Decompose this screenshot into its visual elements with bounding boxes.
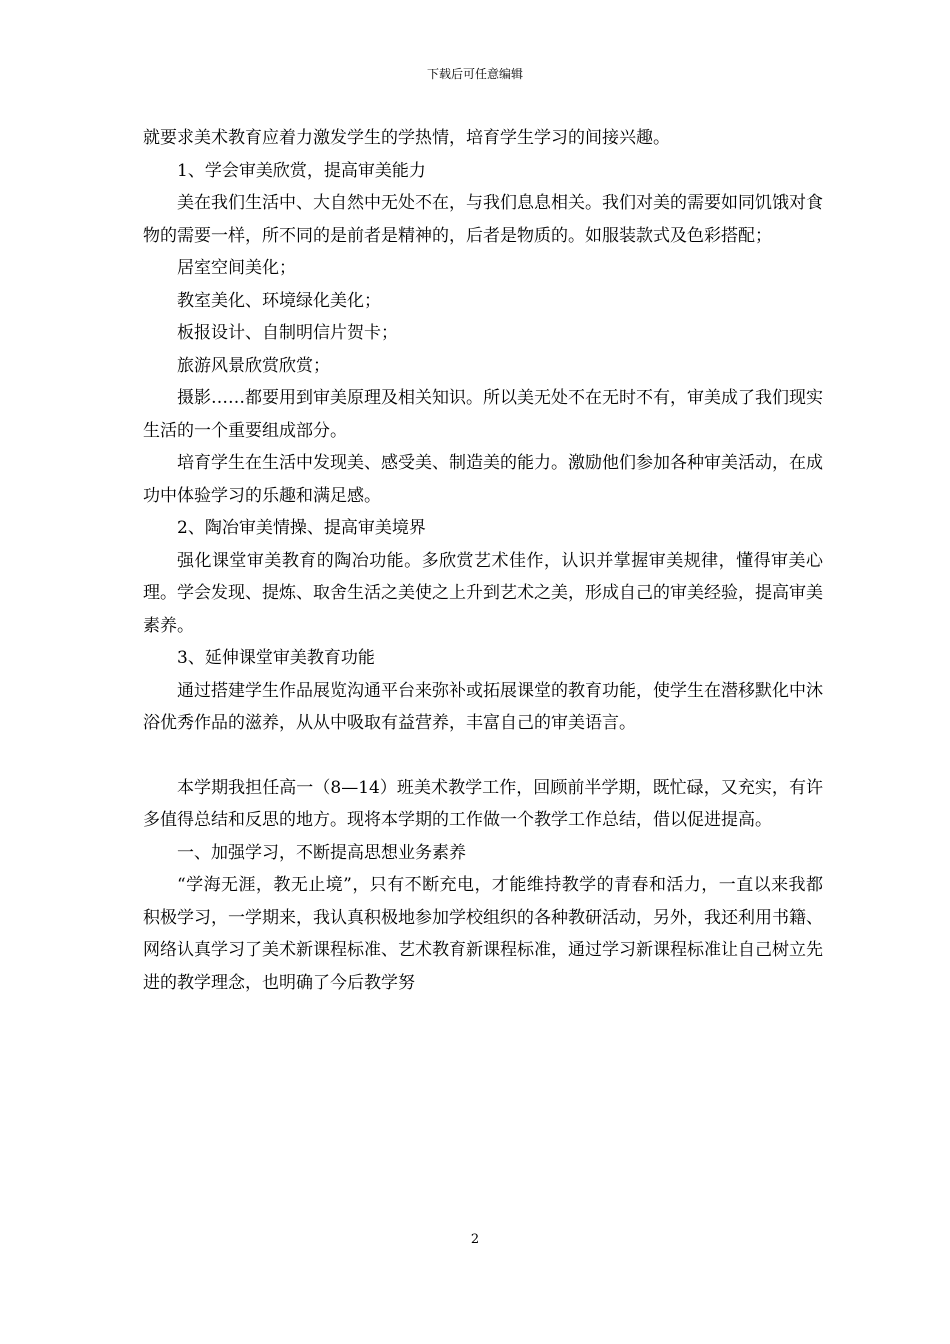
paragraph: 培育学生在生活中发现美、感受美、制造美的能力。激励他们参加各种审美活动，在成功中体验学习的乐趣和满足感。 xyxy=(143,453,823,506)
page-header: 下载后可任意编辑 xyxy=(426,67,523,81)
section-heading-2: 2、陶冶审美情操、提高审美境界 xyxy=(177,518,426,538)
section-heading-one: 一、加强学习，不断提高思想业务素养 xyxy=(177,842,466,863)
paragraph: 旅游风景欣赏欣赏； xyxy=(177,355,330,376)
paragraph-continuation: 就要求美术教育应着力激发学生的学热情，培育学生学习的间接兴趣。 xyxy=(143,128,670,148)
paragraph: 教室美化、环境绿化美化； xyxy=(177,290,381,311)
document-body xyxy=(143,122,823,999)
paragraph: 板报设计、自制明信片贺卡； xyxy=(177,323,398,343)
section-gap xyxy=(143,740,823,772)
paragraph: 本学期我担任高一（8—14）班美术教学工作，回顾前半学期，既忙碌，又充实，有许多值得总结和反思的地方。现将本学期的工作做一个教学工作总结，借以促进提高。 xyxy=(143,777,823,830)
paragraph: 强化课堂审美教育的陶冶功能。多欣赏艺术佳作，认识并掌握审美规律，懂得审美心理。学会发现、提炼、取舍生活之美使之上升到艺术之美，形成自己的审美经验，提高审美素养。 xyxy=(143,550,823,636)
section-heading-1: 1、学会审美欣赏，提高审美能力 xyxy=(177,160,426,181)
paragraph: 摄影……都要用到审美原理及相关知识。所以美无处不在无时不有，审美成了我们现实生活的一个重要组成部分。 xyxy=(143,388,823,441)
paragraph: 通过搭建学生作品展览沟通平台来弥补或拓展课堂的教育功能，使学生在潜移默化中沐浴优秀作品的滋养，从从中吸取有益营养，丰富自己的审美语言。 xyxy=(143,680,823,733)
paragraph: 美在我们生活中、大自然中无处不在，与我们息息相关。我们对美的需要如同饥饿对食物的需要一样，所不同的是前者是精神的，后者是物质的。如服装款式及色彩搭配； xyxy=(143,193,823,246)
paragraph: “学海无涯，教无止境”，只有不断充电，才能维持教学的青春和活力，一直以来我都积极学习，一学期来，我认真积极地参加学校组织的各种教研活动，另外，我还利用书籍、网络认真学习了美术新课程标准、艺术教育新课程标准，通过学习新课程标准让自己树立先进的教学理念，也明确了今后教学努 xyxy=(143,875,823,993)
section-heading-3: 3、延伸课堂审美教育功能 xyxy=(177,648,375,668)
paragraph: 居室空间美化； xyxy=(177,258,296,278)
page-number: 2 xyxy=(470,1232,480,1247)
